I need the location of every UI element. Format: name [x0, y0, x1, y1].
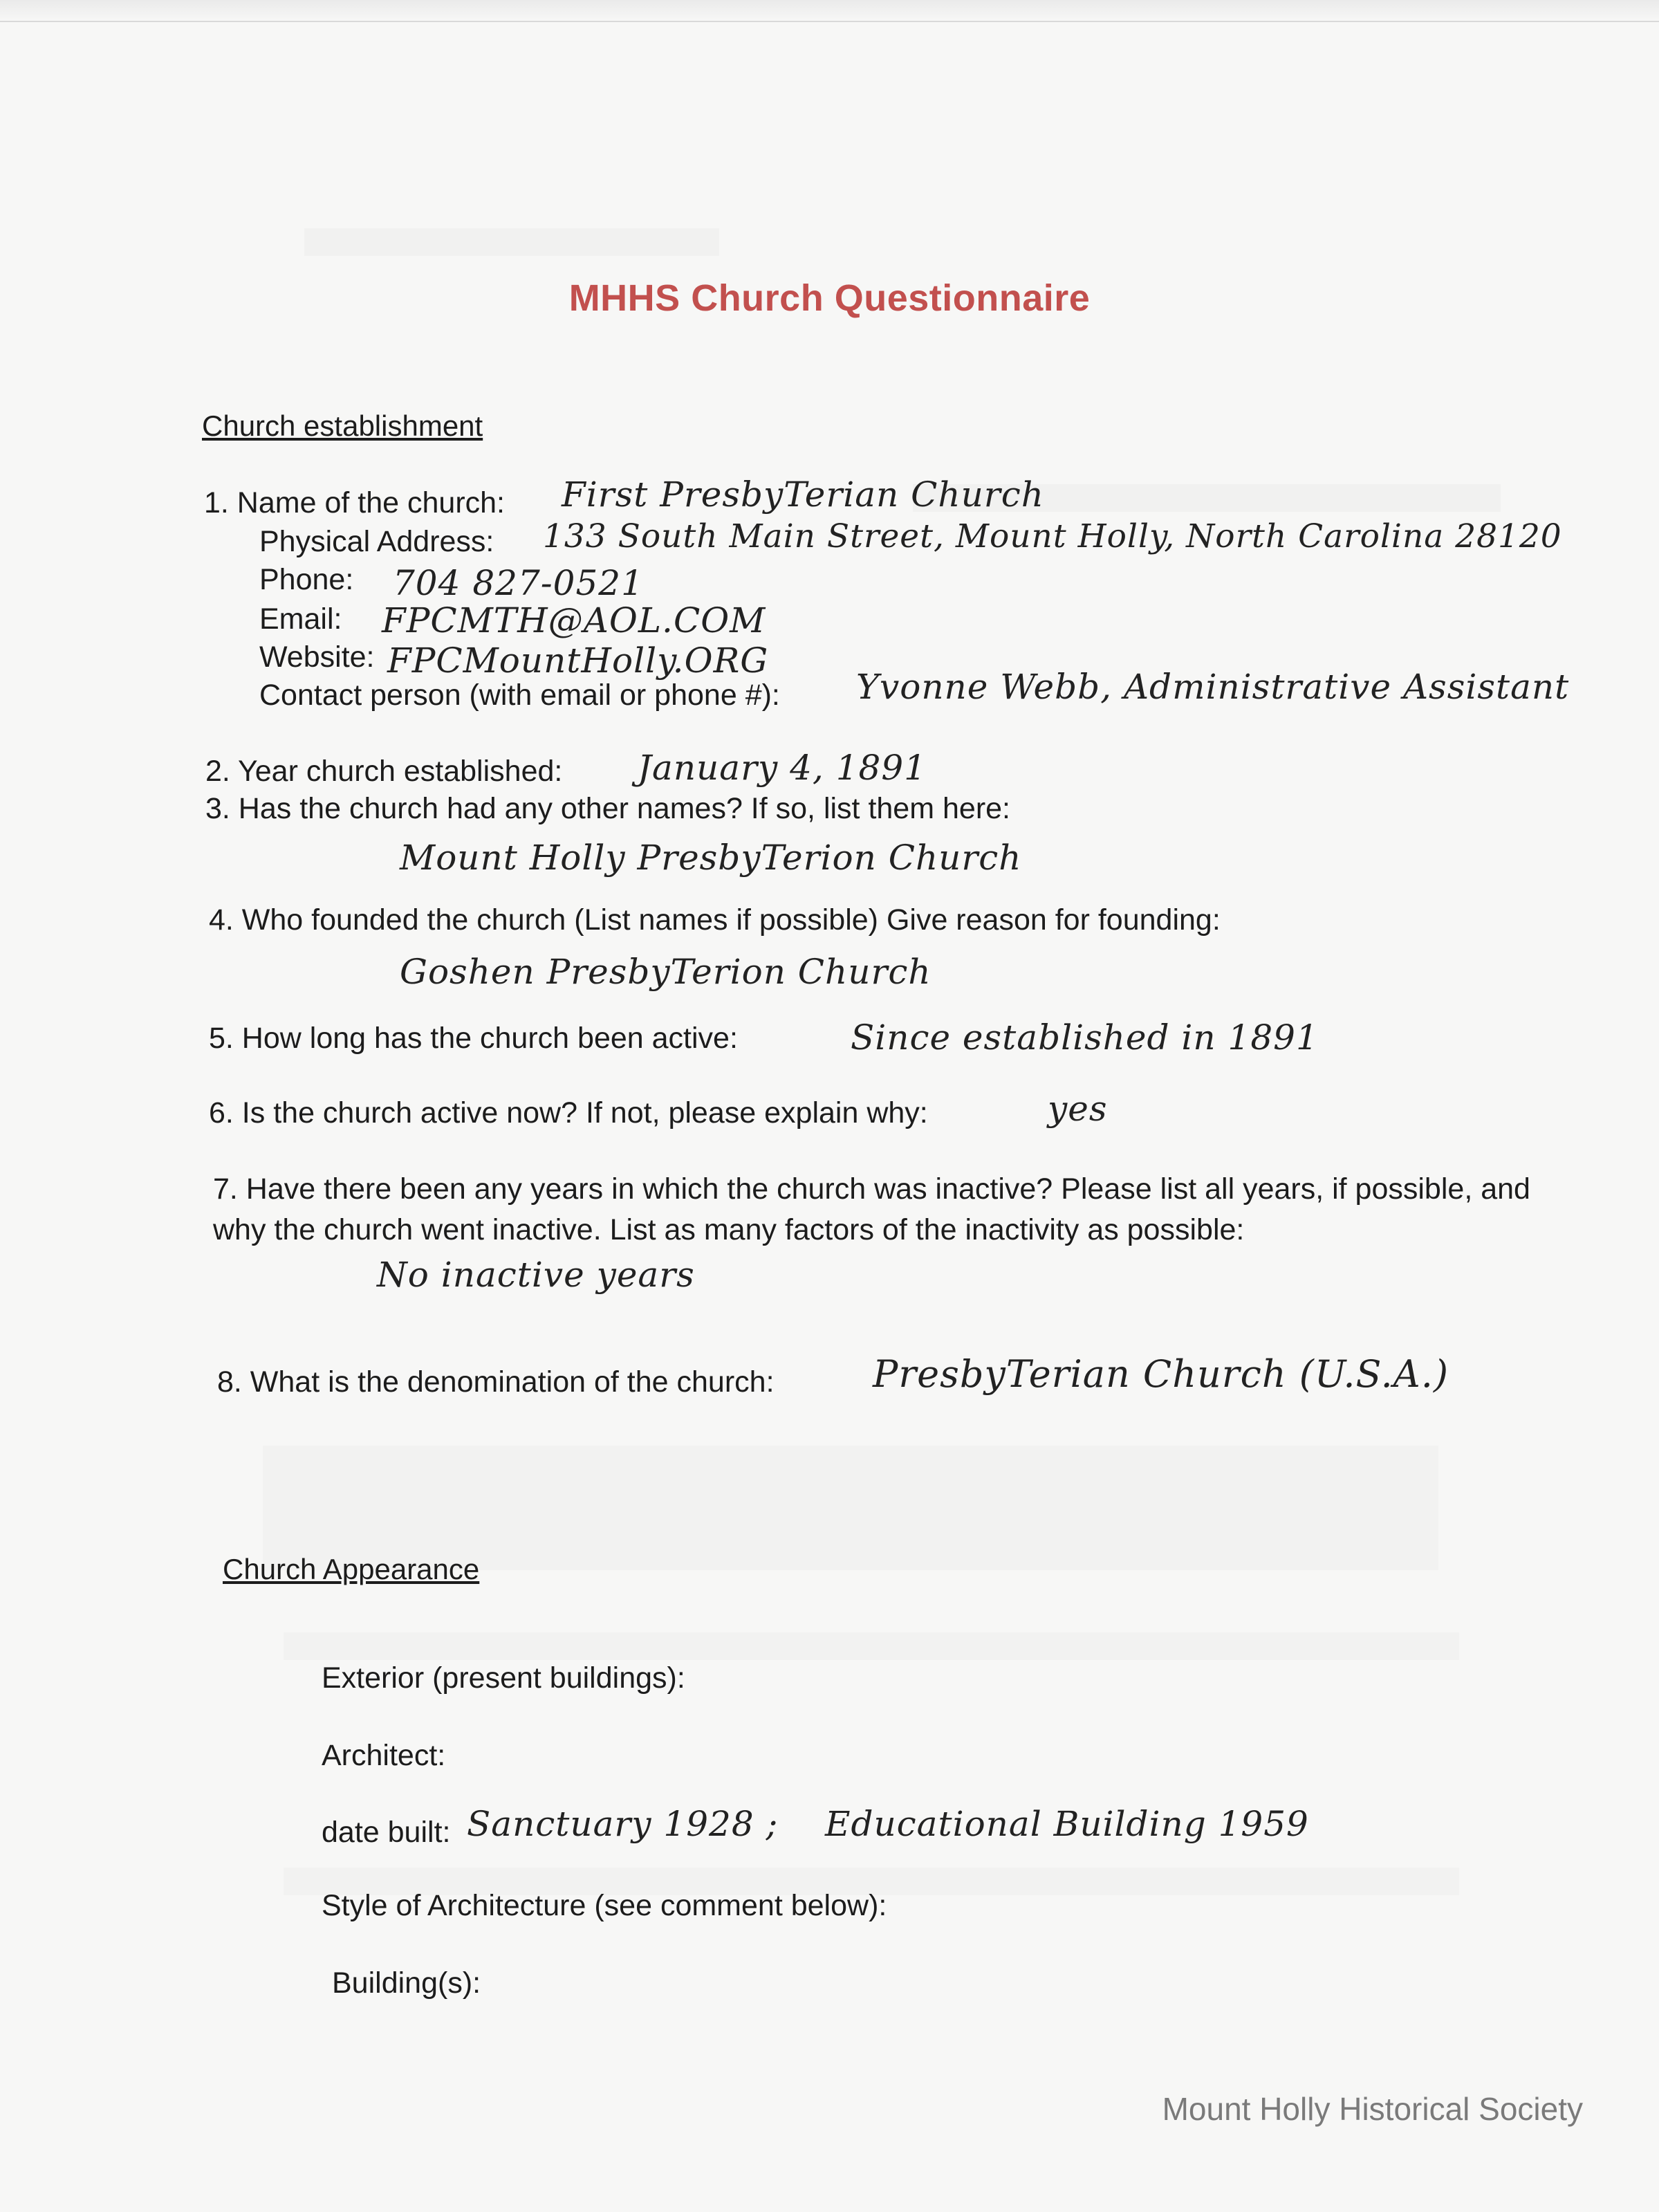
contact-answer: Yvonne Webb, Administrative Assistant: [856, 667, 1570, 707]
website-answer: FPCMountHolly.ORG: [387, 640, 769, 681]
q2-label: 2. Year church established:: [205, 755, 563, 788]
style-label: Style of Architecture (see comment below):: [322, 1889, 887, 1922]
q7-answer: No inactive years: [377, 1255, 695, 1295]
show-through-block: [284, 1632, 1459, 1660]
section-heading-appearance: Church Appearance: [223, 1553, 480, 1585]
show-through-block: [304, 228, 719, 256]
section-heading-establishment: Church establishment: [202, 409, 483, 442]
q8-label: 8. What is the denomination of the church:: [217, 1365, 775, 1399]
contact-label: Contact person (with email or phone #):: [259, 679, 780, 712]
q4-label: 4. Who founded the church (List names if possible) Give reason for founding:: [209, 903, 1221, 937]
architect-label: Architect:: [322, 1739, 446, 1772]
q2-answer: January 4, 1891: [638, 748, 927, 788]
address-label: Physical Address:: [259, 525, 494, 558]
scan-top-edge: [0, 0, 1659, 22]
exterior-label: Exterior (present buildings):: [322, 1661, 685, 1695]
watermark: Mount Holly Historical Society: [1162, 2091, 1583, 2127]
date-built-label: date built:: [322, 1816, 451, 1849]
address-answer: 133 South Main Street, Mount Holly, North Carolina 28120: [543, 517, 1562, 555]
show-through-block: [263, 1446, 1438, 1570]
email-answer: FPCMTH@AOL.COM: [382, 600, 766, 640]
date-built-answer: Sanctuary 1928 ; Educational Building 1959: [467, 1804, 1309, 1844]
q3-answer: Mount Holly PresbyTerion Church: [400, 838, 1022, 878]
q5-answer: Since established in 1891: [851, 1017, 1319, 1058]
website-label: Website:: [259, 640, 375, 674]
q5-label: 5. How long has the church been active:: [209, 1022, 738, 1055]
q3-label: 3. Has the church had any other names? If so, list them here:: [205, 792, 1011, 825]
q1-answer: First PresbyTerian Church: [562, 474, 1044, 515]
phone-label: Phone:: [259, 563, 354, 596]
q1-label: 1. Name of the church:: [204, 486, 505, 519]
buildings-label: Building(s):: [332, 1966, 481, 2000]
q6-label: 6. Is the church active now? If not, please explain why:: [209, 1096, 928, 1130]
q7-label: 7. Have there been any years in which the church was inactive? Please list all years, if possible, and why the church went inactive. List as many factors of the inactivity as possible:: [213, 1172, 1530, 1246]
q8-answer: PresbyTerian Church (U.S.A.): [873, 1352, 1449, 1396]
email-label: Email:: [259, 602, 342, 636]
q6-answer: yes: [1048, 1089, 1108, 1129]
q4-answer: Goshen PresbyTerion Church: [400, 952, 932, 992]
phone-answer: 704 827-0521: [393, 563, 644, 603]
page-title: MHHS Church Questionnaire: [568, 277, 1091, 319]
